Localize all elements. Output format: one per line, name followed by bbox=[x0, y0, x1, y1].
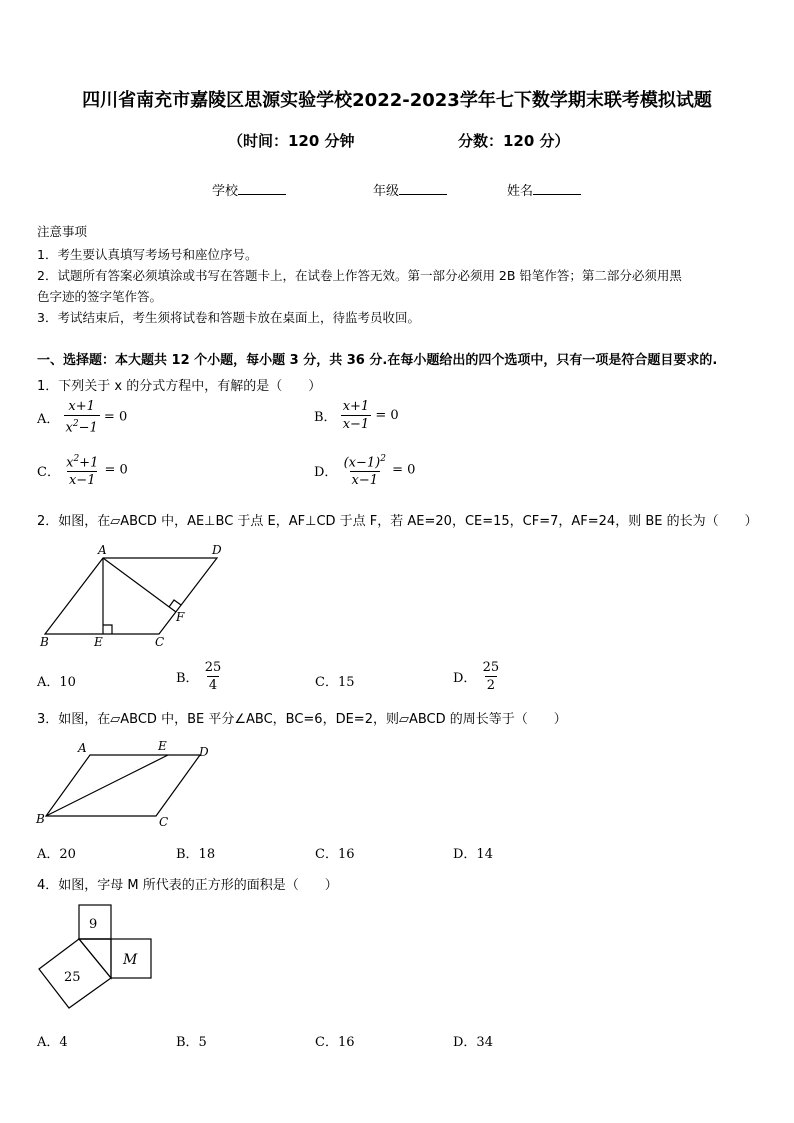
q1-option-b bbox=[314, 398, 399, 433]
grade-label: 年级 bbox=[373, 184, 400, 199]
q1-option-c bbox=[37, 451, 128, 489]
q2-b-den: 4 bbox=[208, 678, 218, 693]
name-field bbox=[507, 180, 581, 199]
q3-parallelogram-figure bbox=[30, 737, 220, 832]
q1-c-label: C． bbox=[37, 464, 60, 480]
note-item: 色字迹的签字笔作答。 bbox=[37, 289, 163, 304]
note-item: 1．考生要认真填写考场号和座位序号。 bbox=[37, 247, 258, 262]
exam-time: （时间：120 分钟 bbox=[228, 132, 355, 150]
q1-d-eq: = 0 bbox=[392, 462, 416, 478]
q2-stem: 2．如图，在▱ABCD 中，AE⊥BC 于点 E，AF⊥CD 于点 F，若 AE=20，CE=15，CF=7，AF=24，则 BE 的长为（ ） bbox=[37, 514, 758, 529]
q1-d-label: D． bbox=[314, 464, 338, 480]
q1-a-label: A． bbox=[37, 411, 60, 427]
q3-label-a: A bbox=[78, 741, 87, 755]
q4-label-m: M bbox=[123, 952, 138, 968]
q1-c-num bbox=[64, 451, 100, 471]
q1-d-num-base: (x−1) bbox=[343, 455, 381, 471]
q2-d-fraction bbox=[481, 659, 502, 694]
q2-label-e: E bbox=[94, 635, 103, 649]
q4-triangle bbox=[79, 939, 111, 978]
q2-b-label: B． bbox=[176, 671, 199, 686]
q2-right-angle-f bbox=[169, 600, 181, 607]
q4-squares-figure bbox=[30, 900, 160, 1015]
exam-title: 四川省南充市嘉陵区思源实验学校2022-2023学年七下数学期末联考模拟试题 bbox=[82, 90, 712, 111]
q1-option-a bbox=[37, 398, 127, 436]
q3-option-d: D．14 bbox=[453, 847, 493, 862]
q4-option-d: D．34 bbox=[453, 1035, 493, 1050]
exam-score: 分数：120 分） bbox=[458, 132, 570, 150]
q2-parallelogram bbox=[45, 558, 217, 634]
q1-b-num: x+1 bbox=[342, 399, 370, 414]
q2-label-b: B bbox=[40, 635, 49, 649]
q1-d-den: x−1 bbox=[351, 473, 379, 489]
q2-b-num: 25 bbox=[204, 660, 222, 675]
q1-stem: 1．下列关于 x 的分式方程中，有解的是（ ） bbox=[37, 379, 322, 394]
q3-stem: 3．如图，在▱ABCD 中，BE 平分∠ABC，BC=6，DE=2，则▱ABCD 的周长等于（ ） bbox=[37, 712, 567, 727]
q2-b-fraction bbox=[203, 659, 224, 694]
q2-altitude-af bbox=[103, 558, 176, 612]
q4-option-a: A．4 bbox=[37, 1035, 68, 1050]
q1-b-eq: = 0 bbox=[375, 408, 399, 423]
q2-label-f: F bbox=[176, 610, 185, 624]
q3-label-d: D bbox=[199, 745, 209, 759]
q2-option-b bbox=[176, 659, 223, 694]
q2-label-a: A bbox=[98, 543, 107, 557]
q1-a-eq: = 0 bbox=[103, 409, 128, 425]
school-field bbox=[212, 180, 286, 199]
q2-right-angle-e bbox=[103, 625, 112, 634]
q1-b-fraction bbox=[341, 398, 372, 433]
q3-label-b: B bbox=[36, 812, 45, 826]
q1-c-num-base: x bbox=[66, 455, 74, 471]
q3-option-c: C．16 bbox=[315, 847, 355, 862]
q1-b-label: B． bbox=[314, 410, 337, 425]
q1-c-eq: = 0 bbox=[104, 462, 128, 478]
q1-a-den-exp: 2 bbox=[72, 419, 79, 429]
q4-option-c: C．16 bbox=[315, 1035, 355, 1050]
q2-option-d bbox=[453, 659, 501, 694]
grade-blank bbox=[399, 182, 447, 195]
q2-option-c: C．15 bbox=[315, 675, 355, 690]
q1-c-fraction bbox=[64, 451, 100, 489]
note-item: 3．考试结束后，考生须将试卷和答题卡放在桌面上，待监考员收回。 bbox=[37, 310, 420, 325]
q2-d-num: 25 bbox=[482, 660, 500, 675]
q3-label-e: E bbox=[158, 739, 167, 753]
q4-label-25: 25 bbox=[64, 970, 81, 985]
grade-field bbox=[373, 180, 447, 199]
q1-d-num bbox=[342, 451, 388, 471]
q2-option-a: A．10 bbox=[37, 675, 76, 690]
q2-d-den: 2 bbox=[486, 678, 495, 693]
q1-a-den bbox=[64, 415, 100, 436]
q1-a-den-base: x bbox=[65, 420, 73, 436]
q2-label-c: C bbox=[155, 635, 165, 649]
q3-bisector-be bbox=[46, 755, 168, 816]
q4-stem: 4．如图，字母 M 所代表的正方形的面积是（ ） bbox=[37, 878, 338, 893]
q1-c-num-tail: +1 bbox=[79, 455, 99, 471]
q1-a-fraction bbox=[64, 398, 100, 436]
q3-option-a: A．20 bbox=[37, 847, 76, 862]
q1-d-fraction bbox=[342, 451, 388, 489]
q1-a-den-tail: −1 bbox=[78, 420, 98, 436]
q3-label-c: C bbox=[159, 815, 169, 829]
note-item: 2．试题所有答案必须填涂或书写在答题卡上，在试卷上作答无效。第一部分必须用 2B 铅笔作答；第二部分必须用黑 bbox=[37, 268, 682, 283]
q2-label-d: D bbox=[212, 543, 222, 557]
q4-label-9: 9 bbox=[89, 917, 98, 932]
q1-b-den: x−1 bbox=[342, 417, 370, 432]
q4-option-b: B．5 bbox=[176, 1035, 207, 1050]
q1-c-den: x−1 bbox=[68, 473, 96, 489]
q2-parallelogram-figure bbox=[37, 540, 232, 652]
name-blank bbox=[533, 182, 581, 195]
section-heading: 一、选择题：本大题共 12 个小题，每小题 3 分，共 36 分.在每小题给出的四个选项中，只有一项是符合题目要求的. bbox=[37, 353, 718, 368]
q1-d-num-exp: 2 bbox=[380, 454, 386, 464]
q2-d-label: D． bbox=[453, 671, 477, 686]
name-label: 姓名 bbox=[507, 184, 534, 199]
q1-c-num-exp: 2 bbox=[73, 454, 80, 464]
school-blank bbox=[238, 182, 286, 195]
q1-option-d bbox=[314, 451, 415, 489]
q3-parallelogram bbox=[46, 755, 200, 816]
q3-option-b: B．18 bbox=[176, 847, 216, 862]
q1-a-num: x+1 bbox=[68, 399, 95, 414]
notes-heading: 注意事项 bbox=[37, 224, 88, 239]
school-label: 学校 bbox=[212, 184, 239, 199]
